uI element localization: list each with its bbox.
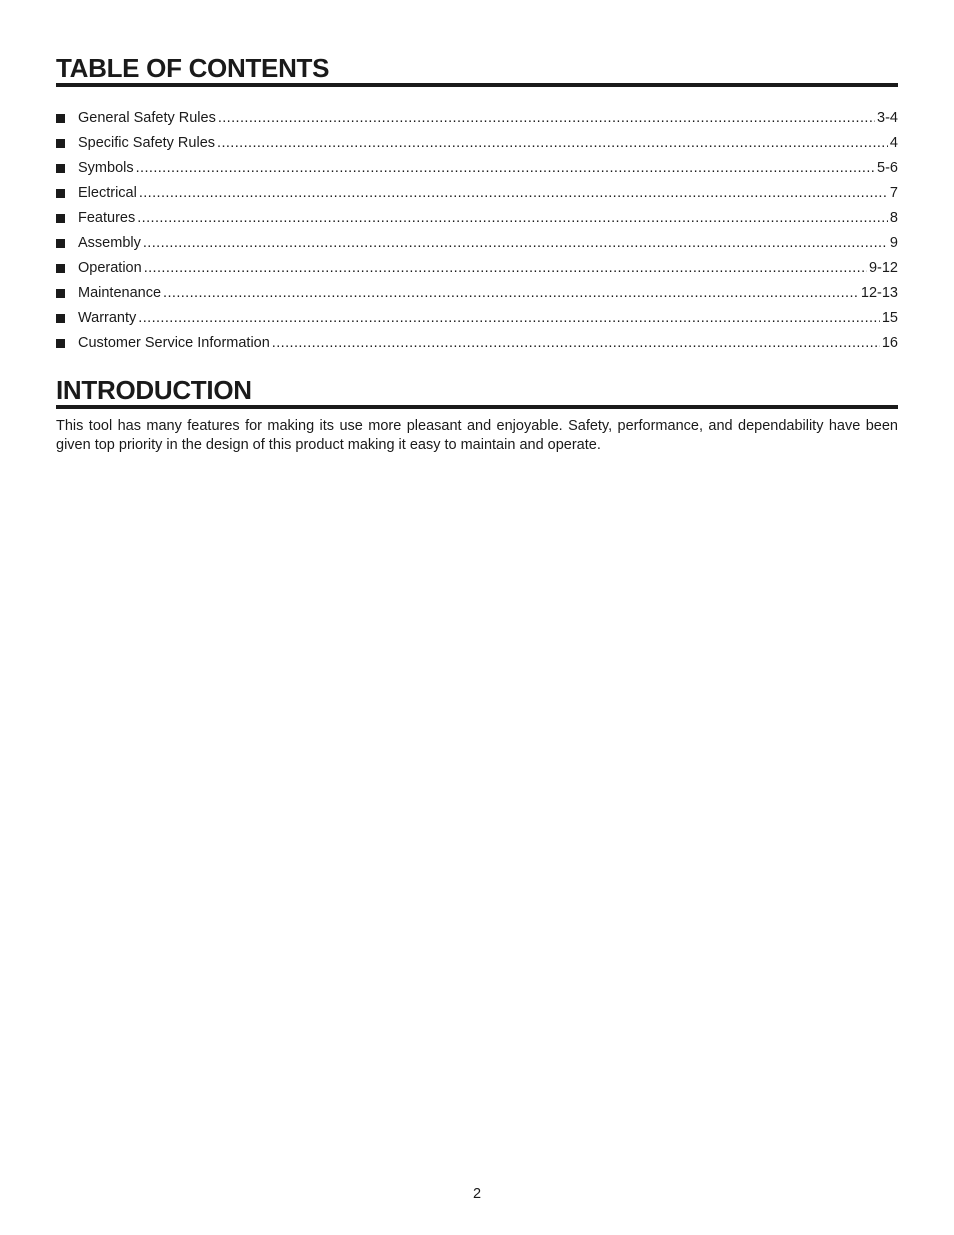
- square-bullet-icon: [56, 214, 65, 223]
- toc-item-label: Maintenance: [78, 285, 162, 301]
- toc-item-operation: [56, 256, 898, 281]
- toc-item-customer-service-information: [56, 331, 898, 356]
- toc-item-page: 9-12: [868, 260, 898, 276]
- toc-item-warranty: [56, 306, 898, 331]
- toc-item-label: General Safety Rules: [78, 110, 216, 126]
- square-bullet-icon: [56, 164, 65, 173]
- introduction-body: This tool has many features for making its use more pleasant and enjoyable. Safety, performance, and dependability have been given top priority in the design of this product making it easy to maintain and operate.: [56, 418, 898, 453]
- toc-item-page: 7: [889, 185, 898, 201]
- introduction-title: INTRODUCTION: [56, 375, 898, 409]
- toc-item-page: 16: [881, 335, 898, 351]
- square-bullet-icon: [56, 339, 65, 348]
- square-bullet-icon: [56, 314, 65, 323]
- toc-item-page: 8: [889, 210, 898, 226]
- toc-item-label: Symbols: [78, 160, 134, 176]
- toc-item-symbols: [56, 156, 898, 181]
- square-bullet-icon: [56, 139, 65, 148]
- toc-item-page: 15: [881, 310, 898, 326]
- square-bullet-icon: [56, 189, 65, 198]
- dot-leader: [137, 206, 888, 231]
- dot-leader: [138, 306, 880, 331]
- dot-leader: [272, 331, 880, 356]
- toc-item-label: Specific Safety Rules: [78, 135, 216, 151]
- dot-leader: [136, 156, 875, 181]
- square-bullet-icon: [56, 239, 65, 248]
- dot-leader: [163, 281, 859, 306]
- page-number: 2: [472, 1186, 482, 1202]
- toc-item-label: Features: [78, 210, 136, 226]
- toc-title: TABLE OF CONTENTS: [56, 53, 898, 87]
- toc-list: [56, 106, 898, 356]
- dot-leader: [218, 106, 875, 131]
- toc-item-label: Operation: [78, 260, 142, 276]
- toc-item-page: 3-4: [877, 110, 898, 126]
- square-bullet-icon: [56, 289, 65, 298]
- toc-item-assembly: [56, 231, 898, 256]
- dot-leader: [144, 256, 867, 281]
- dot-leader: [217, 131, 888, 156]
- square-bullet-icon: [56, 114, 65, 123]
- toc-item-page: 4: [889, 135, 898, 151]
- toc-item-maintenance: [56, 281, 898, 306]
- toc-item-electrical: [56, 181, 898, 206]
- toc-item-label: Assembly: [78, 235, 141, 251]
- toc-item-page: 12-13: [860, 285, 898, 301]
- dot-leader: [139, 181, 888, 206]
- toc-item-label: Electrical: [78, 185, 137, 201]
- toc-item-features: [56, 206, 898, 231]
- toc-item-specific-safety-rules: [56, 131, 898, 156]
- toc-item-label: Warranty: [78, 310, 137, 326]
- toc-item-label: Customer Service Information: [78, 335, 270, 351]
- dot-leader: [143, 231, 888, 256]
- square-bullet-icon: [56, 264, 65, 273]
- toc-item-page: 9: [889, 235, 898, 251]
- toc-item-general-safety-rules: [56, 106, 898, 131]
- toc-item-page: 5-6: [877, 160, 898, 176]
